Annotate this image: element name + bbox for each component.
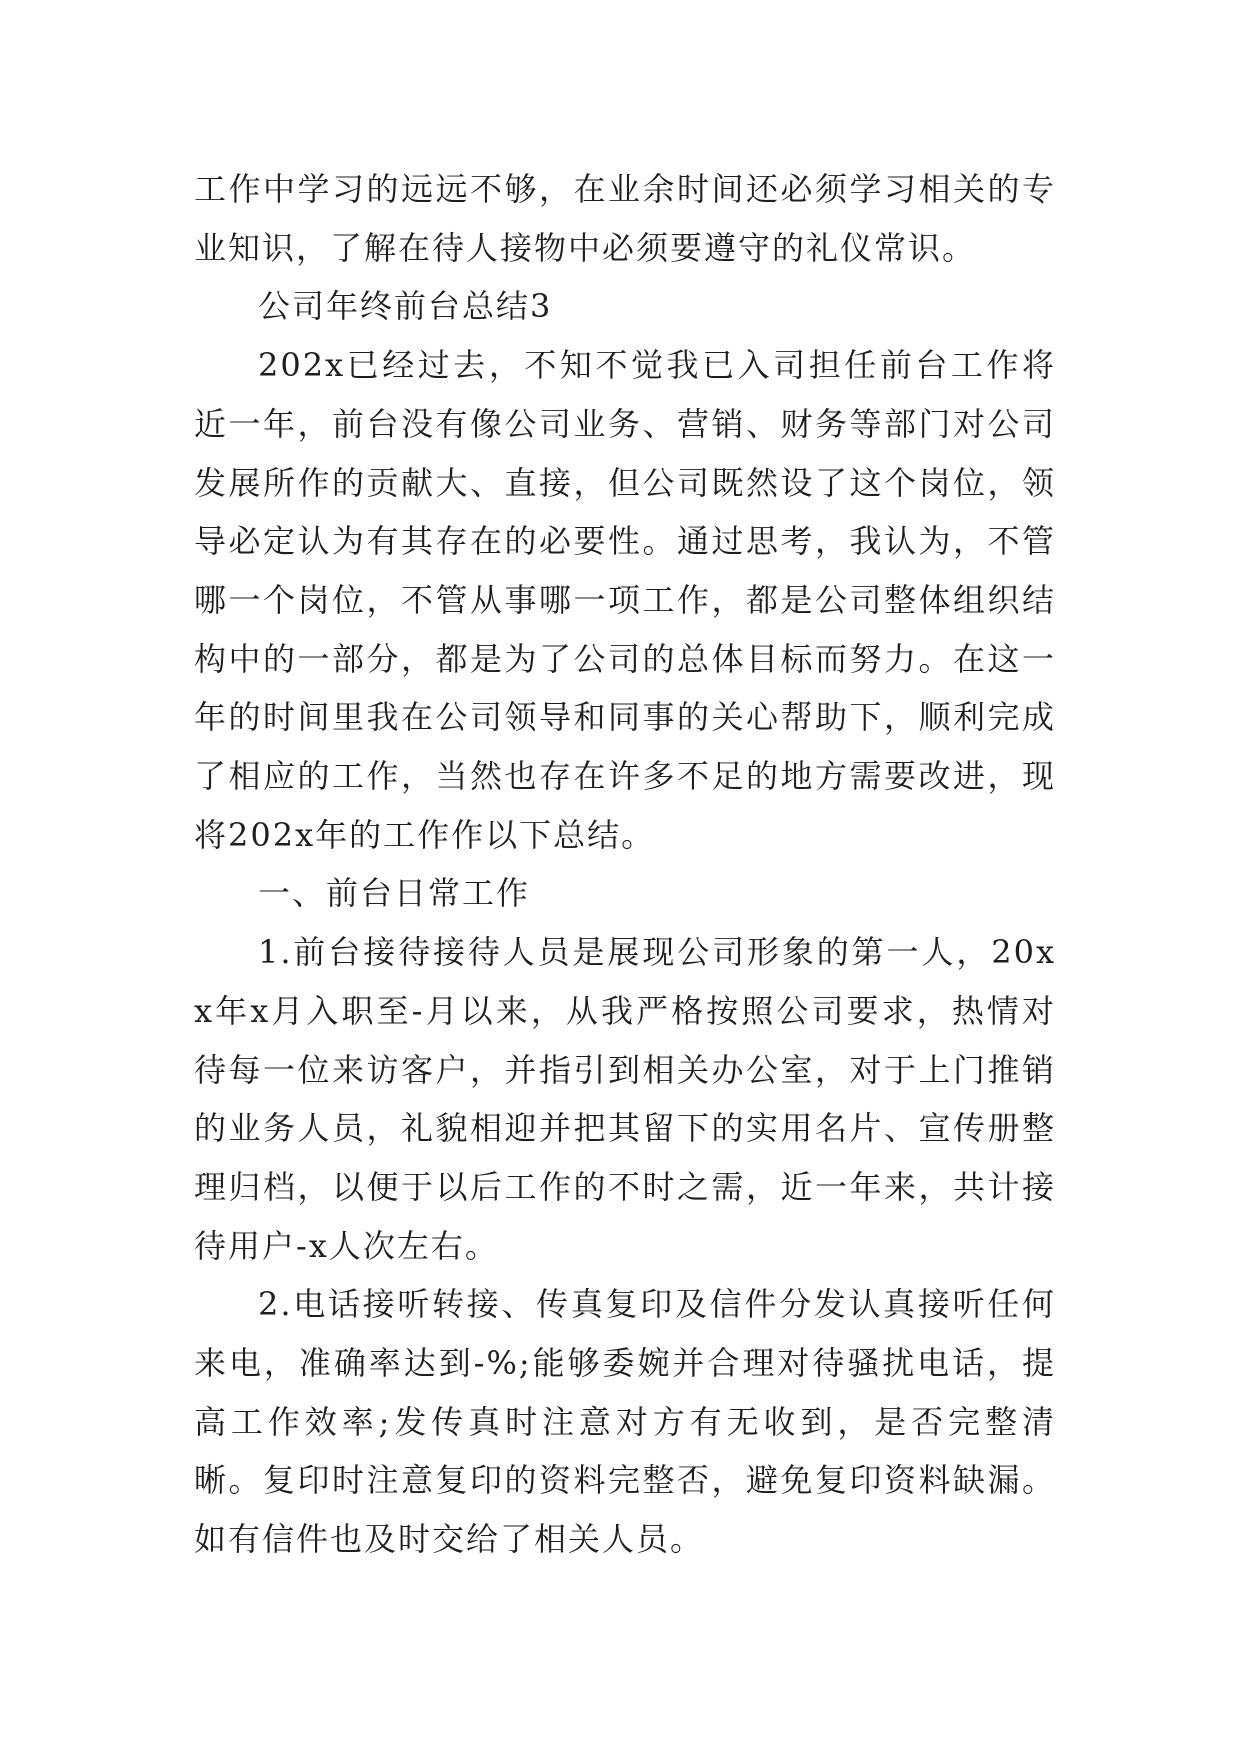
document-body bbox=[194, 160, 1056, 1569]
paragraph-reception: 1.前台接待接待人员是展现公司形象的第一人，20xx年x月入职至-月以来，从我严格按照公司要求，热情对待每一位来访客户，并指引到相关办公室，对于上门推销的业务人员，礼貌相迎并把其留下的实用名片、宣传册整理归档，以便于以后工作的不时之需，近一年来，共计接待用户-x人次左右。 bbox=[194, 933, 1056, 1265]
section-heading-daily-work: 一、前台日常工作 bbox=[258, 874, 531, 913]
paragraph-continuation: 工作中学习的远远不够，在业余时间还必须学习相关的专业知识，了解在待人接物中必须要遵守的礼仪常识。 bbox=[194, 170, 1056, 267]
paragraph-intro: 202x已经过去，不知不觉我已入司担任前台工作将近一年，前台没有像公司业务、营销、财务等部门对公司发展所作的贡献大、直接，但公司既然设了这个岗位，领导必定认为有其存在的必要性。通过思考，我认为，不管哪一个岗位，不管从事哪一项工作，都是公司整体组织结构中的一部分，都是为了公司的总体目标而努力。在这一年的时间里我在公司领导和同事的关心帮助下，顺利完成了相应的工作，当然也存在许多不足的地方需要改进，现将202x年的工作作以下总结。 bbox=[194, 346, 1056, 854]
paragraph-phone-fax: 2.电话接听转接、传真复印及信件分发认真接听任何来电，准确率达到-%;能够委婉并合理对待骚扰电话，提高工作效率;发传真时注意对方有无收到，是否完整清晰。复印时注意复印的资料完整否，避免复印资料缺漏。如有信件也及时交给了相关人员。 bbox=[194, 1285, 1056, 1559]
section-title: 公司年终前台总结3 bbox=[258, 287, 553, 326]
